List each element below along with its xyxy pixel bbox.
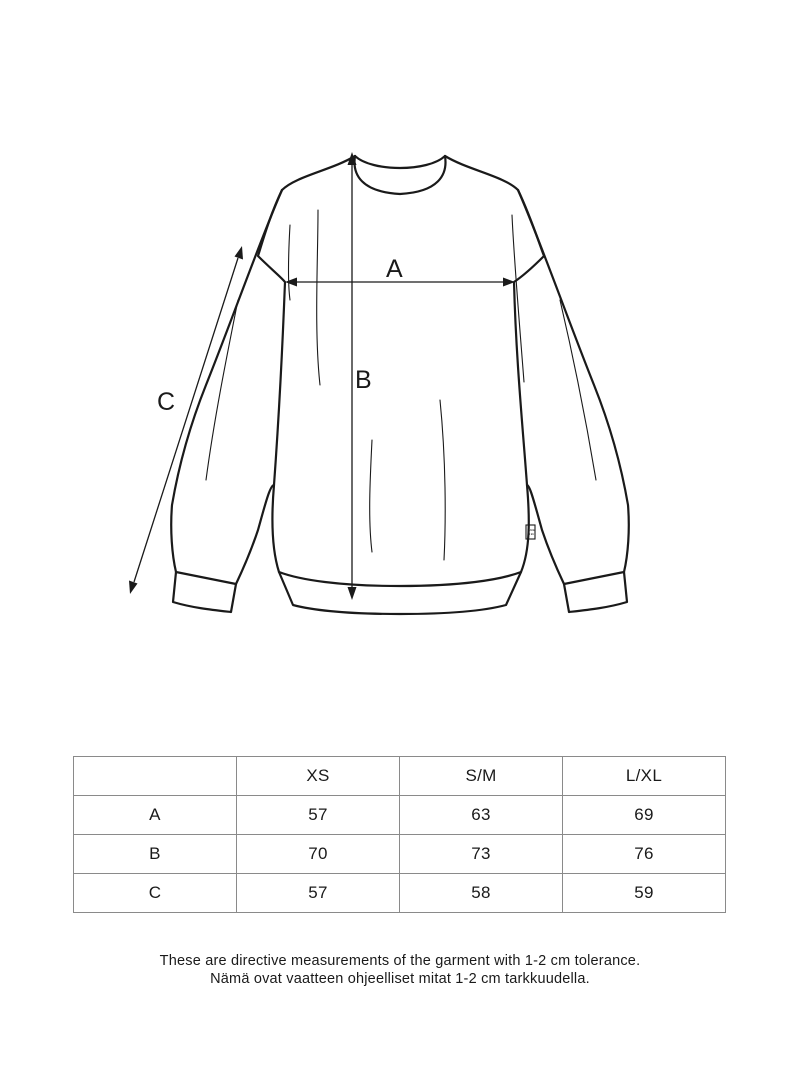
row-label: C [74, 874, 237, 913]
table-row [74, 874, 726, 913]
row-label: A [74, 796, 237, 835]
hem-band [279, 572, 521, 614]
table-cell: 58 [400, 874, 563, 913]
dimension-line-c [134, 258, 238, 582]
note-english: These are directive measurements of the garment with 1-2 cm tolerance. [159, 953, 641, 969]
label-a: A [386, 255, 403, 283]
label-b: B [355, 366, 372, 394]
care-label-text-1: MADE [527, 529, 535, 532]
arrowhead-c-bottom [129, 581, 138, 595]
tolerance-notes [0, 952, 800, 988]
table-row [74, 796, 726, 835]
size-table [73, 756, 726, 913]
table-cell: 76 [563, 835, 726, 874]
table-cell: 57 [237, 874, 400, 913]
fold-line [317, 210, 320, 385]
left-sleeve [171, 190, 282, 584]
fold-line [289, 225, 291, 300]
neckline-outer [355, 156, 446, 194]
table-cell: 59 [563, 874, 726, 913]
row-label: B [74, 835, 237, 874]
note-finnish: Nämä ovat vaatteen ohjeelliset mitat 1-2 cm tarkkuudella. [210, 971, 590, 987]
arrowhead-a-left [285, 278, 297, 287]
fold-line [370, 440, 372, 552]
table-header-cell: XS [237, 757, 400, 796]
fold-line [206, 300, 238, 480]
table-header-row [74, 757, 726, 796]
table-cell: 69 [563, 796, 726, 835]
label-c: C [157, 388, 176, 416]
table-row [74, 835, 726, 874]
fold-line [440, 400, 445, 560]
table-cell: 63 [400, 796, 563, 835]
table-cell: 57 [237, 796, 400, 835]
care-label-text-2: IN EU [527, 533, 535, 536]
neckline-inner [355, 156, 445, 168]
fold-line [560, 300, 596, 480]
arrowhead-b-bottom [348, 587, 357, 600]
table-header-cell: L/XL [563, 757, 726, 796]
table-cell: 73 [400, 835, 563, 874]
table-header-cell: S/M [400, 757, 563, 796]
table-cell: 70 [237, 835, 400, 874]
arrowhead-c-top [235, 246, 244, 260]
sweatshirt-body-outline [258, 156, 544, 586]
table-header-cell [74, 757, 237, 796]
